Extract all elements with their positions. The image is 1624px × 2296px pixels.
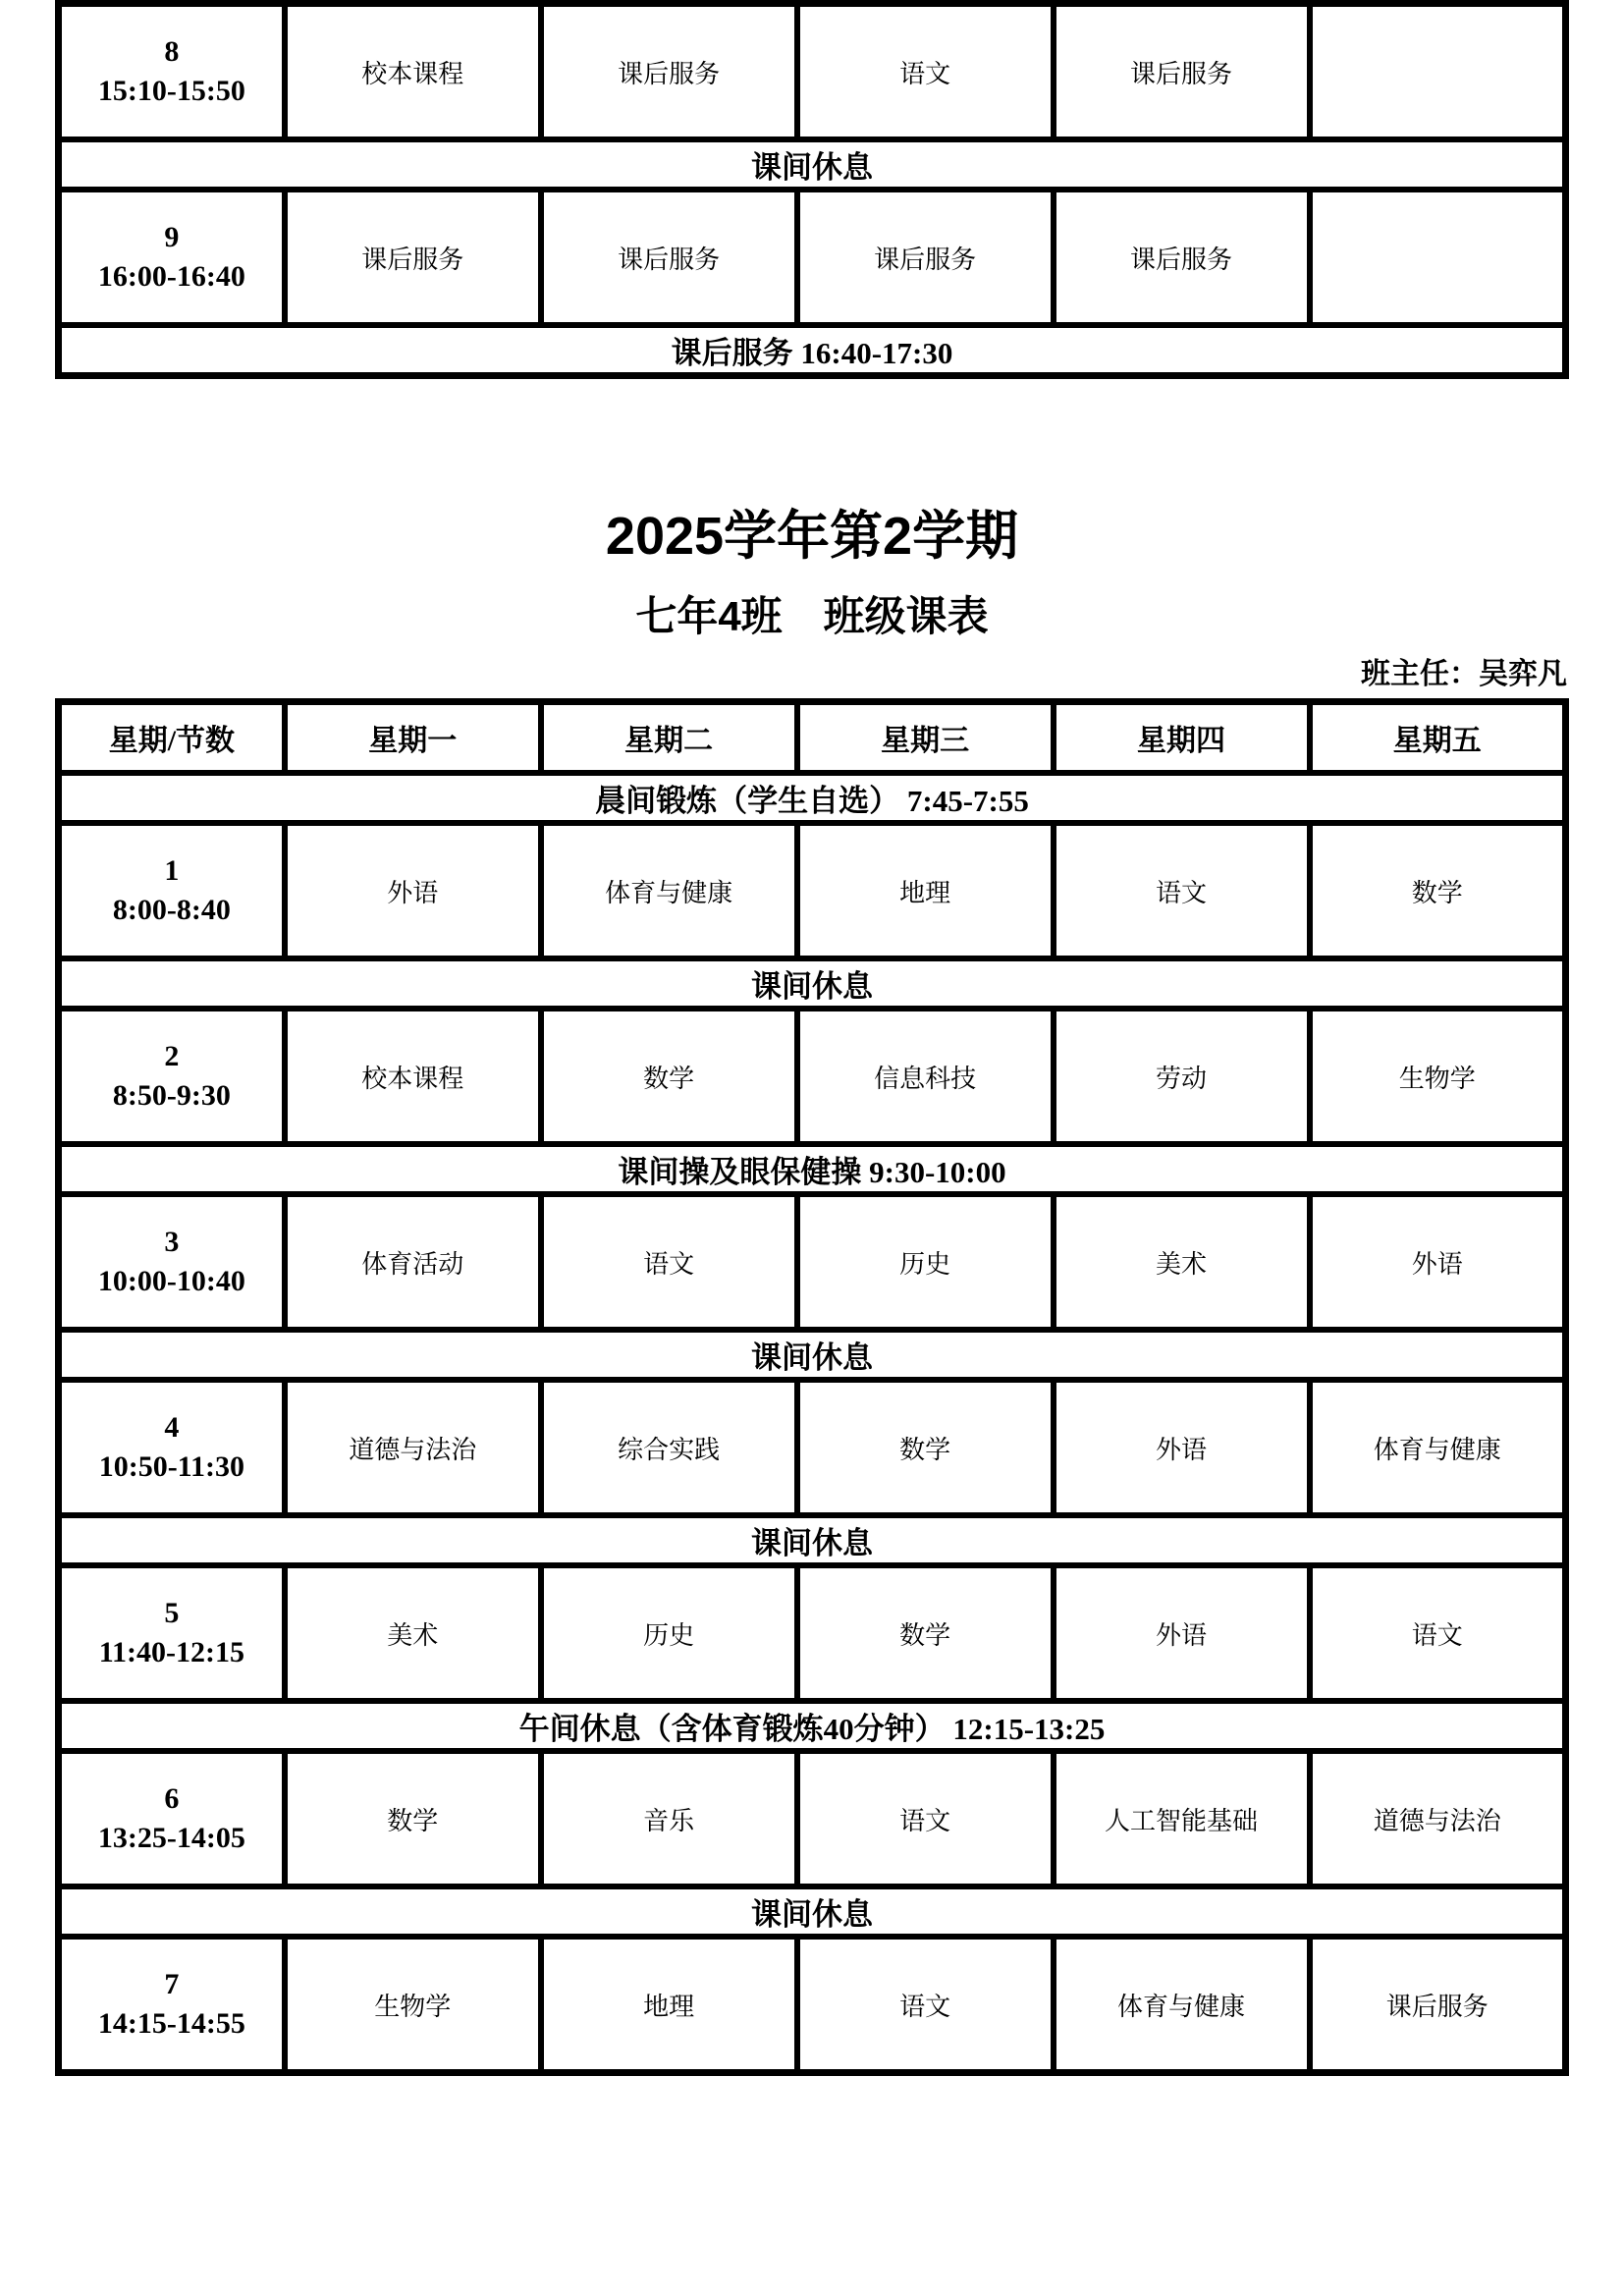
header-row: [59, 702, 1566, 774]
period-time-cell: [59, 190, 285, 325]
break-label: 课间休息: [59, 1330, 1566, 1380]
period-row-3: [59, 1194, 1566, 1330]
subject-cell: 体育与健康: [541, 823, 797, 958]
period-row-9: [59, 190, 1566, 325]
break-row: [59, 1886, 1566, 1937]
after-school-row: [59, 325, 1566, 376]
period-time-cell: [59, 4, 285, 140]
class-schedule-table: [55, 698, 1569, 2076]
subject-cell: 数学: [285, 1751, 541, 1886]
period-number: 5: [164, 1596, 180, 1629]
period-time: 16:00-16:40: [97, 260, 245, 293]
subject-cell: 历史: [797, 1194, 1054, 1330]
break-row: [59, 139, 1566, 190]
break-label: 课间休息: [59, 1886, 1566, 1937]
period-number: 6: [164, 1781, 180, 1815]
break-row: [59, 958, 1566, 1009]
lunch-break-row: [59, 1701, 1566, 1751]
break-label: 课间休息: [59, 139, 1566, 190]
period-row-6: [59, 1751, 1566, 1886]
period-row-7: [59, 1937, 1566, 2073]
subject-cell: 道德与法治: [285, 1380, 541, 1515]
subject-cell: 外语: [285, 823, 541, 958]
period-row-1: [59, 823, 1566, 958]
header-cell-thursday: 星期四: [1054, 702, 1310, 774]
subject-cell: 课后服务: [285, 190, 541, 325]
subject-cell: [1310, 190, 1566, 325]
break-label: 午间休息（含体育锻炼40分钟） 12:15-13:25: [59, 1701, 1566, 1751]
subject-cell: 课后服务: [541, 190, 797, 325]
period-time: 11:40-12:15: [98, 1636, 245, 1669]
homeroom-teacher-label: 班主任：吴弈凡: [1361, 658, 1567, 691]
subject-cell: 美术: [1054, 1194, 1310, 1330]
subject-cell: 信息科技: [797, 1009, 1054, 1144]
break-label: 课间休息: [59, 1515, 1566, 1565]
subject-cell: 课后服务: [1054, 190, 1310, 325]
break-row: [59, 1330, 1566, 1380]
break-label: 课间操及眼保健操 9:30-10:00: [59, 1144, 1566, 1194]
period-number: 4: [164, 1410, 180, 1444]
after-school-label: 课后服务 16:40-17:30: [59, 325, 1566, 376]
subject-cell: 课后服务: [797, 190, 1054, 325]
break-label: 课间休息: [59, 958, 1566, 1009]
period-time: 10:00-10:40: [97, 1265, 245, 1298]
period-row-8: [59, 4, 1566, 140]
period-number: 2: [164, 1039, 180, 1072]
period-number: 9: [164, 220, 180, 253]
period-time: 14:15-14:55: [97, 2007, 245, 2041]
header-cell-tuesday: 星期二: [541, 702, 797, 774]
subject-cell: 美术: [285, 1565, 541, 1701]
subject-cell: 生物学: [285, 1937, 541, 2073]
subject-cell: 人工智能基础: [1054, 1751, 1310, 1886]
period-number: 7: [164, 1967, 180, 2000]
subject-cell: 体育活动: [285, 1194, 541, 1330]
period-row-4: [59, 1380, 1566, 1515]
morning-exercise-label: 晨间锻炼（学生自选） 7:45-7:55: [59, 773, 1566, 823]
period-time-cell: [59, 1009, 285, 1144]
subject-cell: 数学: [541, 1009, 797, 1144]
subject-cell: 语文: [1054, 823, 1310, 958]
subject-cell: 语文: [541, 1194, 797, 1330]
subject-cell: 体育与健康: [1310, 1380, 1566, 1515]
subject-cell: [1310, 4, 1566, 140]
header-cell-wednesday: 星期三: [797, 702, 1054, 774]
subject-cell: 历史: [541, 1565, 797, 1701]
subject-cell: 劳动: [1054, 1009, 1310, 1144]
subject-cell: 外语: [1054, 1380, 1310, 1515]
break-row: [59, 1515, 1566, 1565]
page-subtitle: 七年4班 班级课表: [635, 592, 989, 639]
subject-cell: 体育与健康: [1054, 1937, 1310, 2073]
subject-cell: 生物学: [1310, 1009, 1566, 1144]
subject-cell: 数学: [1310, 823, 1566, 958]
period-number: 8: [164, 34, 180, 68]
period-time: 15:10-15:50: [97, 75, 245, 107]
period-row-5: [59, 1565, 1566, 1701]
subject-cell: 地理: [797, 823, 1054, 958]
subject-cell: 数学: [797, 1380, 1054, 1515]
subject-cell: 课后服务: [541, 4, 797, 140]
subject-cell: 道德与法治: [1310, 1751, 1566, 1886]
period-time: 8:00-8:40: [112, 894, 231, 927]
header-cell-friday: 星期五: [1310, 702, 1566, 774]
subject-cell: 课后服务: [1310, 1937, 1566, 2073]
subject-cell: 数学: [797, 1565, 1054, 1701]
period-number: 1: [164, 853, 180, 887]
subject-cell: 语文: [797, 1937, 1054, 2073]
period-time-cell: [59, 1565, 285, 1701]
previous-page-table: [55, 0, 1569, 379]
period-time-cell: [59, 823, 285, 958]
subject-cell: 语文: [797, 4, 1054, 140]
header-cell-monday: 星期一: [285, 702, 541, 774]
subject-cell: 语文: [1310, 1565, 1566, 1701]
period-number: 3: [164, 1225, 180, 1258]
subject-cell: 音乐: [541, 1751, 797, 1886]
exercise-break-row: [59, 1144, 1566, 1194]
subject-cell: 校本课程: [285, 1009, 541, 1144]
subject-cell: 校本课程: [285, 4, 541, 140]
subject-cell: 外语: [1310, 1194, 1566, 1330]
subject-cell: 外语: [1054, 1565, 1310, 1701]
subject-cell: 综合实践: [541, 1380, 797, 1515]
page-title: 2025学年第2学期: [605, 507, 1019, 566]
period-time-cell: [59, 1194, 285, 1330]
morning-exercise-row: [59, 773, 1566, 823]
subject-cell: 地理: [541, 1937, 797, 2073]
period-row-2: [59, 1009, 1566, 1144]
period-time-cell: [59, 1937, 285, 2073]
subject-cell: 语文: [797, 1751, 1054, 1886]
period-time: 13:25-14:05: [97, 1822, 245, 1855]
period-time: 8:50-9:30: [112, 1079, 231, 1113]
period-time: 10:50-11:30: [98, 1450, 245, 1484]
subject-cell: 课后服务: [1054, 4, 1310, 140]
period-time-cell: [59, 1751, 285, 1886]
header-cell-period: 星期/节数: [59, 702, 285, 774]
period-time-cell: [59, 1380, 285, 1515]
